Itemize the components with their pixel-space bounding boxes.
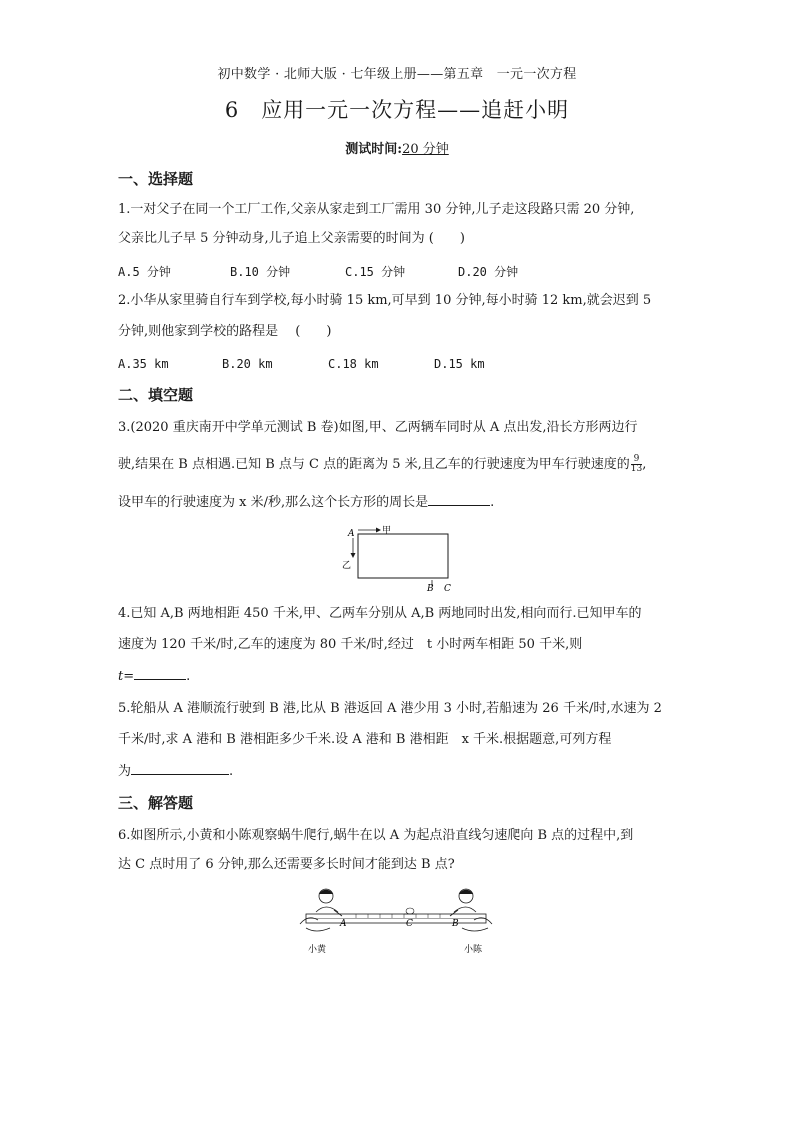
q2-option-a[interactable]: A.35 km bbox=[118, 357, 169, 371]
arrow-yi-head bbox=[351, 553, 356, 558]
q1-option-a[interactable]: A.5 分钟 bbox=[118, 265, 171, 279]
q4-line-1: 4.已知 A,B 两地相距 450 千米,甲、乙两车分别从 A,B 两地同时出发,相向而行.已知甲车的 bbox=[118, 606, 642, 621]
q5-line-2: 千米/时,求 A 港和 B 港相距多少千米.设 A 港和 B 港相距 x 千米.根据题意,可列方程 bbox=[118, 732, 612, 747]
q3-fraction-denominator: 13 bbox=[630, 464, 643, 474]
q4-line-3 bbox=[118, 667, 688, 685]
q3-fraction-numerator: 9 bbox=[631, 455, 642, 465]
q6-line-1: 6.如图所示,小黄和小陈观察蜗牛爬行,蜗牛在以 A 为起点沿直线匀速爬向 B 点的过程中,到 bbox=[118, 828, 634, 843]
arrow-jia-head bbox=[376, 528, 381, 533]
fig-label-yi: 乙 bbox=[342, 561, 352, 571]
person-right-name: 小陈 bbox=[464, 945, 483, 955]
q2-line-1: 2.小华从家里骑自行车到学校,每小时骑 15 km,可早到 10 分钟,每小时骑 12 km,就会迟到 5 bbox=[118, 293, 652, 308]
q1-line-2: 父亲比儿子早 5 分钟动身,儿子追上父亲需要的时间为 ( ) bbox=[118, 231, 465, 246]
page-title bbox=[0, 94, 794, 124]
section-heading-fill: 二、填空题 bbox=[118, 386, 194, 404]
q2-line-2: 分钟,则他家到学校的路程是 ( ) bbox=[118, 324, 332, 339]
q1-option-d[interactable]: D.20 分钟 bbox=[458, 265, 519, 279]
q5-line-3 bbox=[118, 762, 688, 780]
track-label-a: A bbox=[340, 919, 347, 929]
q6-snail-figure bbox=[286, 884, 506, 960]
fig-label-jia: 甲 bbox=[382, 526, 392, 536]
q6-line-2: 达 C 点时用了 6 分钟,那么还需要多长时间才能到达 B 点? bbox=[118, 857, 455, 872]
q3-line-3 bbox=[118, 493, 688, 511]
q5-line-1: 5.轮船从 A 港顺流行驶到 B 港,比从 B 港返回 A 港少用 3 小时,若船速为 26 千米/时,水速为 2 bbox=[118, 701, 662, 716]
fig-label-a: A bbox=[348, 529, 355, 539]
fig-label-b: B bbox=[427, 584, 434, 594]
section-heading-solve: 三、解答题 bbox=[118, 794, 194, 812]
q2-option-c[interactable]: C.18 km bbox=[328, 357, 379, 371]
q3-fraction bbox=[631, 455, 642, 474]
q2-options bbox=[118, 357, 485, 371]
q1-option-b[interactable]: B.10 分钟 bbox=[230, 265, 291, 279]
track-label-c: C bbox=[406, 919, 413, 929]
test-time-label: 测试时间: bbox=[345, 142, 403, 157]
snail-icon bbox=[404, 908, 415, 914]
q3-answer-blank[interactable] bbox=[428, 493, 490, 506]
q4-answer-blank[interactable] bbox=[134, 667, 186, 680]
q4-line-3-text: t= bbox=[118, 669, 135, 684]
q3-line-2-text: 驶,结果在 B 点相遇.已知 B 点与 C 点的距离为 5 米,且乙车的行驶速度为甲车行驶速度的 bbox=[118, 457, 630, 472]
q3-line-3-text: 设甲车的行驶速度为 x 米/秒,那么这个长方形的周长是 bbox=[118, 495, 429, 510]
q2-option-b[interactable]: B.20 km bbox=[222, 357, 273, 371]
person-left-icon bbox=[300, 889, 342, 931]
q3-line-1: 3.(2020 重庆南开中学单元测试 B 卷)如图,甲、乙两辆车同时从 A 点出发,沿长方形两边行 bbox=[118, 420, 638, 435]
q3-line-2-end: , bbox=[642, 457, 647, 472]
q4-line-2: 速度为 120 千米/时,乙车的速度为 80 千米/时,经过 t 小时两车相距 50 千米,则 bbox=[118, 637, 583, 652]
fig-label-c: C bbox=[444, 584, 451, 594]
test-time-value: 20 分钟 bbox=[402, 142, 449, 157]
q4-line-3-end: . bbox=[186, 669, 191, 684]
q3-line-3-end: . bbox=[490, 495, 495, 510]
q1-option-c[interactable]: C.15 分钟 bbox=[345, 265, 406, 279]
q3-rectangle-figure bbox=[338, 520, 468, 596]
lesson-number: 6 bbox=[224, 98, 240, 122]
q3-line-2 bbox=[118, 455, 688, 474]
lesson-title: 应用一元一次方程——追赶小明 bbox=[261, 98, 570, 122]
track-ticks bbox=[356, 914, 440, 918]
rectangle-shape bbox=[358, 534, 448, 578]
q5-answer-blank[interactable] bbox=[131, 762, 229, 775]
q5-line-3-end: . bbox=[229, 764, 234, 779]
track-label-b: B bbox=[452, 919, 459, 929]
test-time bbox=[0, 138, 794, 157]
q1-options bbox=[118, 263, 518, 280]
section-heading-choice: 一、选择题 bbox=[118, 170, 194, 188]
page-header: 初中数学 · 北师大版 · 七年级上册——第五章 一元一次方程 bbox=[217, 67, 577, 82]
person-left-name: 小黄 bbox=[308, 945, 327, 955]
q1-line-1: 1.一对父子在同一个工厂工作,父亲从家走到工厂需用 30 分钟,儿子走这段路只需 20 分钟, bbox=[118, 202, 635, 217]
q2-option-d[interactable]: D.15 km bbox=[434, 357, 485, 371]
q5-line-3-text: 为 bbox=[118, 764, 132, 779]
